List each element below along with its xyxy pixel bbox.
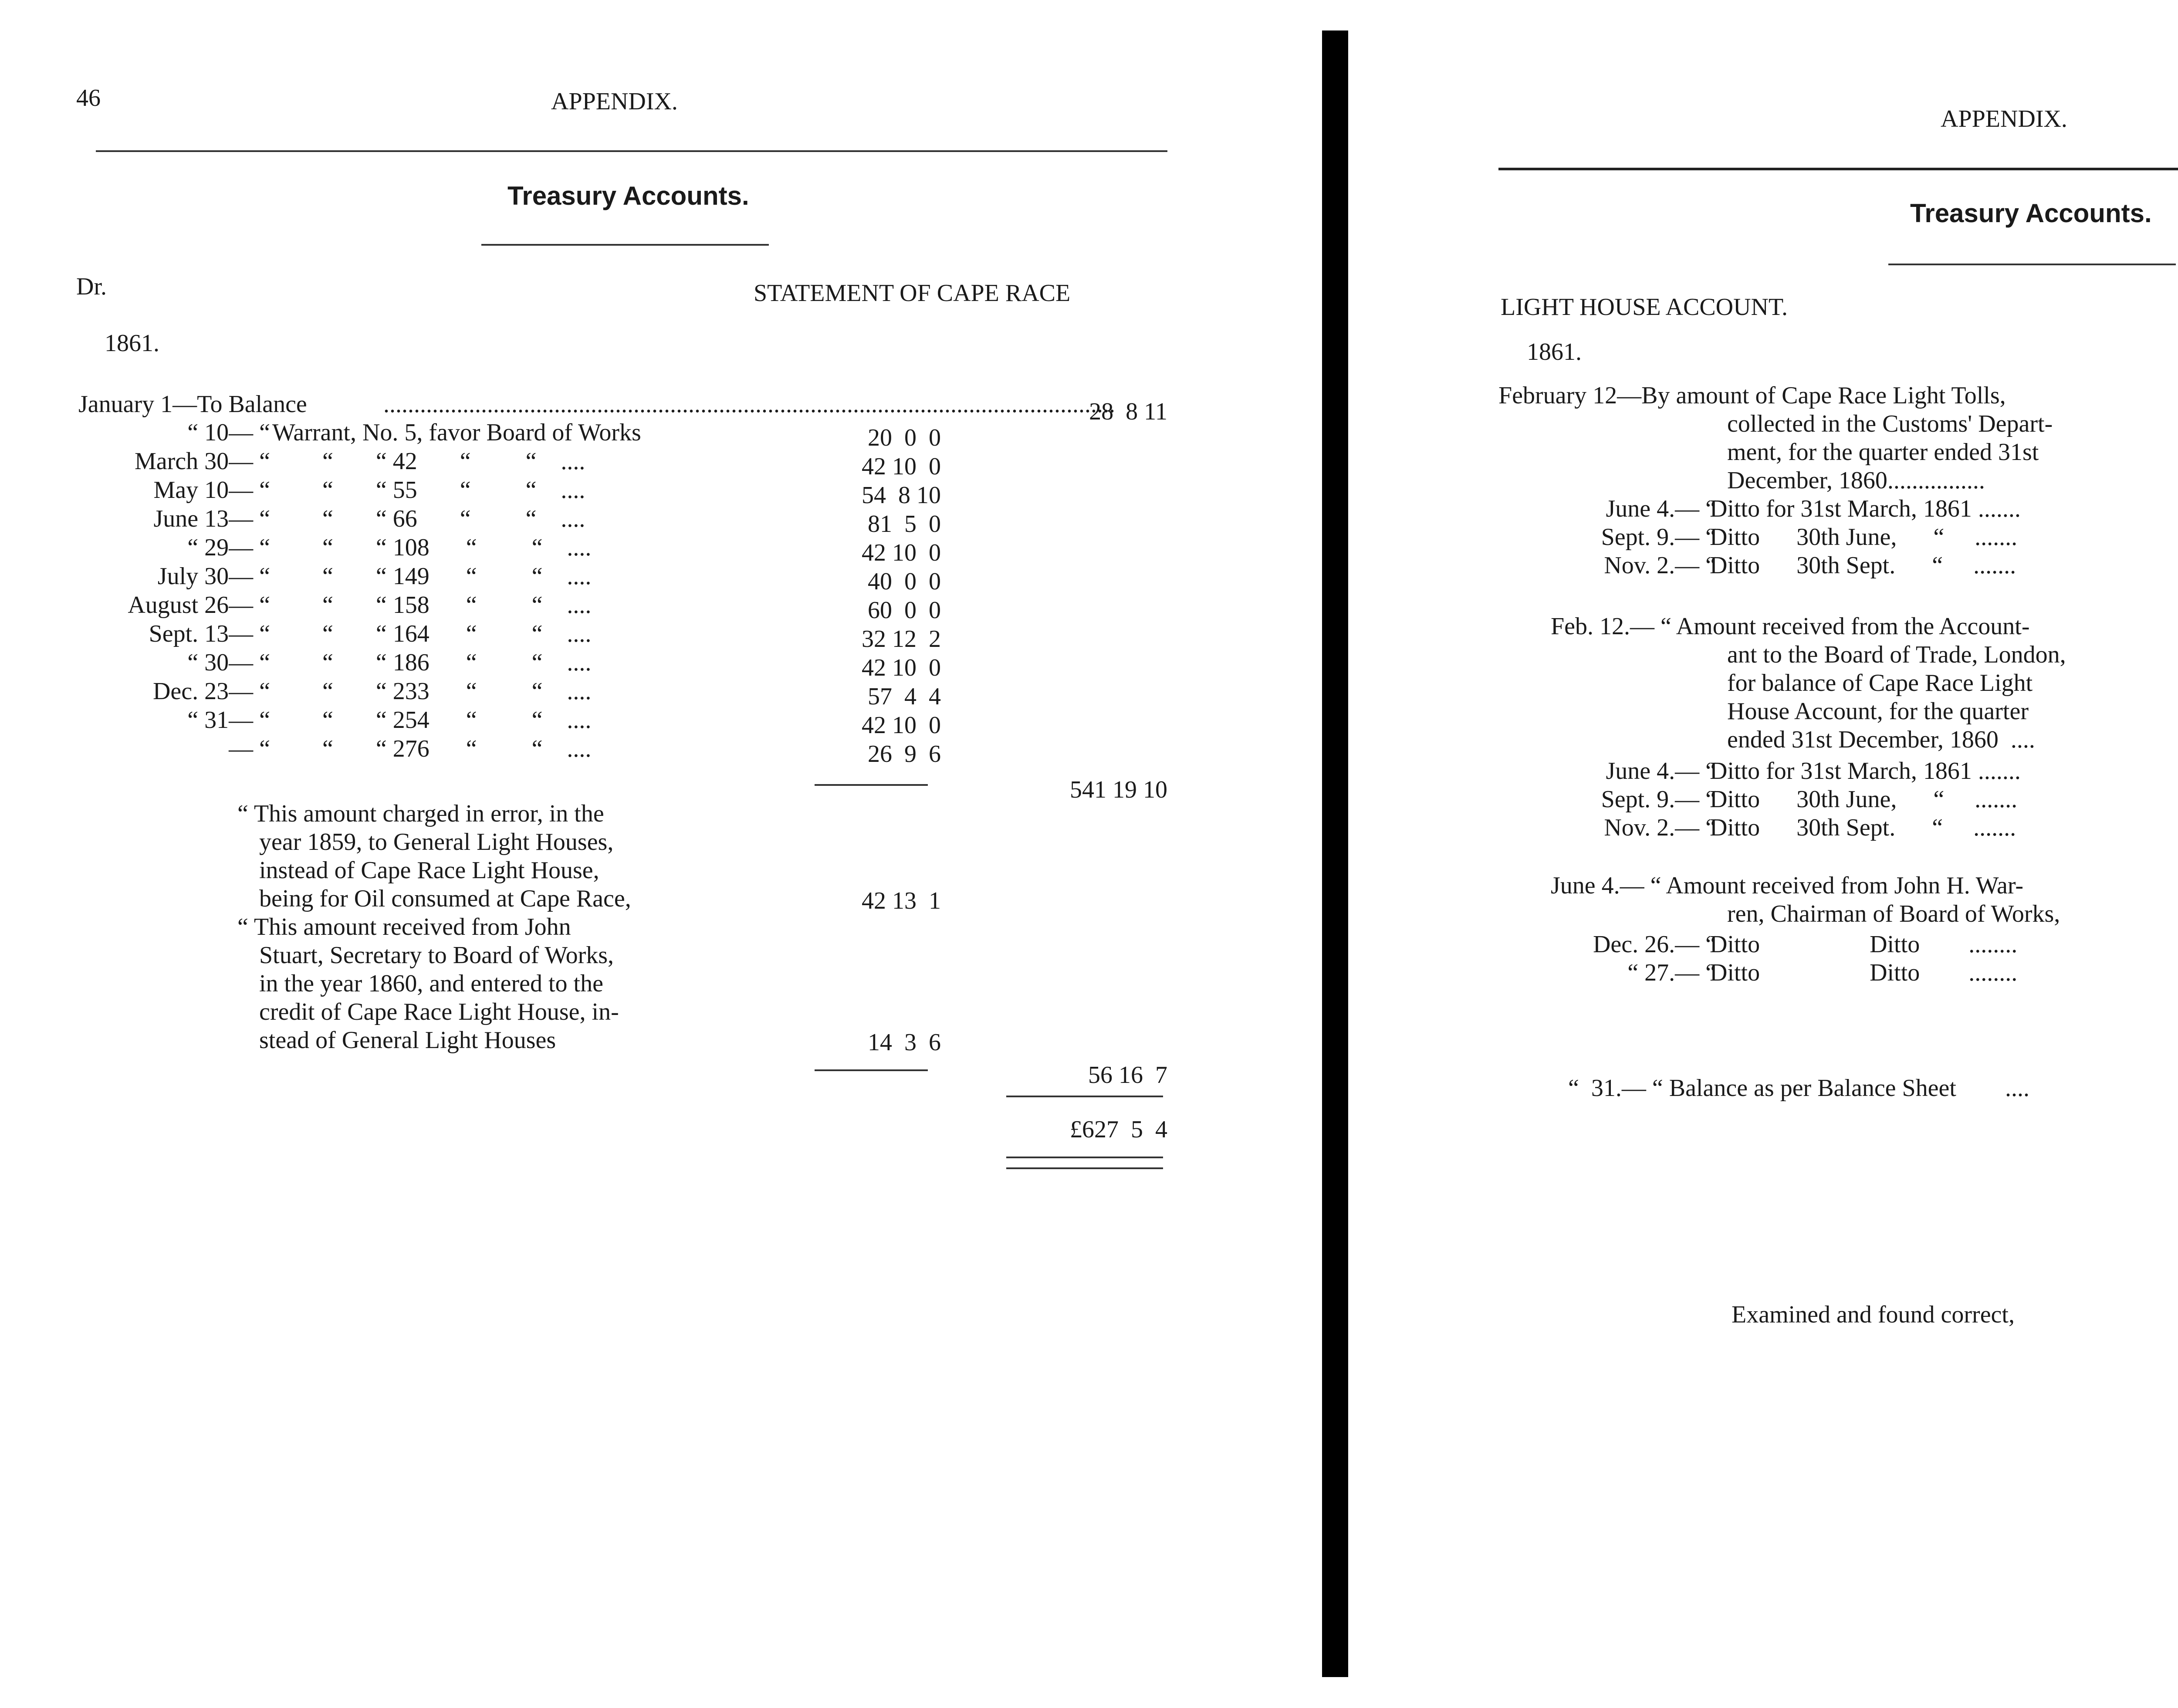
grand-total-rule-b	[1006, 1167, 1163, 1169]
warrants-total: 541 19 10	[1070, 776, 1167, 803]
warrant-desc: “ “ 42 “ “ ....	[322, 448, 585, 475]
entry-line: House Account, for the quarter	[1727, 698, 2029, 725]
note-line: in the year 1860, and entered to the	[259, 970, 603, 997]
balance-sheet-line: “ 31.— “ Balance as per Balance Sheet ....	[1568, 1075, 2029, 1102]
tolls-row-date: June 4.— “	[1606, 495, 1716, 522]
tolls-row-desc: Ditto 30th Sept. “ .......	[1710, 552, 2016, 579]
warrants-sum-rule	[815, 784, 928, 786]
warrant-date: — “	[229, 735, 270, 762]
left-page-number: 46	[76, 85, 101, 112]
warrant-amount: 60 0 0	[868, 597, 941, 624]
right-year: 1861.	[1527, 338, 1582, 365]
warrant-desc: “ “ 158 “ “ ....	[322, 592, 592, 619]
entry-line: December, 1860................	[1727, 467, 1985, 494]
note-line: stead of General Light Houses	[259, 1027, 556, 1054]
warrant-date: Dec. 23— “	[152, 678, 270, 705]
note-line: instead of Cape Race Light House,	[259, 857, 599, 884]
trade-row-desc: Ditto for 31st March, 1861 .......	[1710, 758, 2021, 785]
note-line: year 1859, to General Light Houses,	[259, 829, 614, 856]
trade-row-date: Nov. 2.— “	[1604, 814, 1716, 841]
entry-line: ren, Chairman of Board of Works,	[1727, 900, 2060, 927]
warrant-desc: “ “ 164 “ “ ....	[322, 620, 592, 647]
left-section-title: Treasury Accounts.	[507, 181, 749, 210]
entry-line: ment, for the quarter ended 31st	[1727, 439, 2039, 466]
statement-title: STATEMENT OF CAPE RACE	[754, 280, 1071, 307]
warrant-desc: “ “ 55 “ “ ....	[322, 477, 585, 504]
warrant-desc: “ “ 233 “ “ ....	[322, 678, 592, 705]
warrant-date: June 13— “	[153, 505, 270, 532]
grand-total-rule-top	[1006, 1096, 1163, 1097]
note-line: being for Oil consumed at Cape Race,	[259, 885, 631, 912]
left-header-rule	[96, 150, 1167, 152]
warrant-desc: “ “ 186 “ “ ....	[322, 649, 592, 676]
entry-line: Feb. 12.— “ Amount received from the Account-	[1551, 613, 2030, 640]
balance-entry-total: 28 8 11	[1089, 398, 1167, 425]
note-line: “ This amount charged in error, in the	[237, 800, 604, 827]
warrant-date: March 30— “	[134, 448, 270, 475]
notes-total: 56 16 7	[1088, 1062, 1167, 1089]
warren-row-date: Dec. 26.— “	[1593, 931, 1716, 958]
notes-sum-rule	[815, 1069, 928, 1071]
warrant-desc: “ “ 254 “ “ ....	[322, 707, 592, 734]
trade-row-desc: Ditto 30th Sept. “ .......	[1710, 814, 2016, 841]
left-grand-total: £627 5 4	[1070, 1116, 1167, 1143]
warrant-amount: 42 10 0	[862, 453, 941, 480]
tolls-row-date: Sept. 9.— “	[1601, 524, 1716, 551]
right-title-underline	[1888, 264, 2176, 265]
warrant-date: August 26— “	[128, 592, 270, 619]
warrant-amount: 42 10 0	[862, 654, 941, 681]
warrant-date: “ 10— “	[187, 419, 270, 446]
left-year: 1861.	[105, 330, 159, 357]
note-line: “ This amount received from John	[237, 913, 571, 940]
trade-row-date: Sept. 9.— “	[1601, 786, 1716, 813]
warren-row-desc: Ditto Ditto ........	[1710, 931, 2018, 958]
tolls-row-desc: Ditto for 31st March, 1861 .......	[1710, 495, 2021, 522]
warrant-desc: Warrant, No. 5, favor Board of Works	[272, 419, 641, 446]
balance-entry-date: January 1—To Balance	[78, 391, 307, 418]
left-page-header: APPENDIX.	[551, 88, 678, 115]
warrant-amount: 57 4 4	[868, 683, 941, 710]
book-spine	[1322, 30, 1348, 1677]
warrant-desc: “ “ 149 “ “ ....	[322, 563, 592, 590]
warrant-date: Sept. 13— “	[149, 620, 270, 647]
note1-amount: 42 13 1	[862, 887, 941, 914]
warrant-date: July 30— “	[157, 563, 270, 590]
warrant-desc: “ “ 276 “ “ ....	[322, 735, 592, 762]
warrant-date: May 10— “	[153, 477, 270, 504]
warrant-amount: 42 10 0	[862, 539, 941, 566]
warrant-date: “ 29— “	[187, 534, 270, 561]
warrant-amount: 54 8 10	[862, 482, 941, 509]
entry-line: ended 31st December, 1860 ....	[1727, 726, 2035, 753]
warrant-date: “ 30— “	[187, 649, 270, 676]
tolls-row-desc: Ditto 30th June, “ .......	[1710, 524, 2018, 551]
left-title-underline	[481, 244, 769, 246]
warrant-amount: 20 0 0	[868, 424, 941, 451]
warrant-desc: “ “ 108 “ “ ....	[322, 534, 592, 561]
entry-line: for balance of Cape Race Light	[1727, 670, 2033, 697]
warrant-amount: 42 10 0	[862, 712, 941, 739]
warren-row-date: “ 27.— “	[1627, 959, 1716, 986]
warrant-date: “ 31— “	[187, 707, 270, 734]
note-line: Stuart, Secretary to Board of Works,	[259, 942, 614, 969]
warrant-amount: 40 0 0	[868, 568, 941, 595]
tolls-row-date: Nov. 2.— “	[1604, 552, 1716, 579]
warrant-desc: “ “ 66 “ “ ....	[322, 505, 585, 532]
trade-row-date: June 4.— “	[1606, 758, 1716, 785]
right-section-title: Treasury Accounts.	[1910, 199, 2152, 228]
entry-line: February 12—By amount of Cape Race Light Tolls,	[1498, 382, 2006, 409]
grand-total-rule-a	[1006, 1157, 1163, 1158]
warrant-amount: 32 12 2	[862, 626, 941, 653]
trade-row-desc: Ditto 30th June, “ .......	[1710, 786, 2018, 813]
dr-label: Dr.	[76, 273, 107, 300]
examined-text: Examined and found correct,	[1732, 1301, 2015, 1328]
note-line: credit of Cape Race Light House, in-	[259, 998, 619, 1025]
entry-line: ant to the Board of Trade, London,	[1727, 641, 2066, 668]
warrant-amount: 81 5 0	[868, 511, 941, 538]
account-title: LIGHT HOUSE ACCOUNT.	[1501, 294, 1788, 321]
entry-line: June 4.— “ Amount received from John H. War-	[1551, 872, 2024, 899]
warrant-amount: 26 9 6	[868, 741, 941, 768]
right-header-rule	[1498, 168, 2178, 170]
note2-amount: 14 3 6	[868, 1029, 941, 1056]
right-page-header: APPENDIX.	[1941, 105, 2067, 132]
entry-line: collected in the Customs' Depart-	[1727, 410, 2053, 437]
warren-row-desc: Ditto Ditto ........	[1710, 959, 2018, 986]
balance-leader-dots: ........................................................................................................................	[383, 391, 1115, 418]
